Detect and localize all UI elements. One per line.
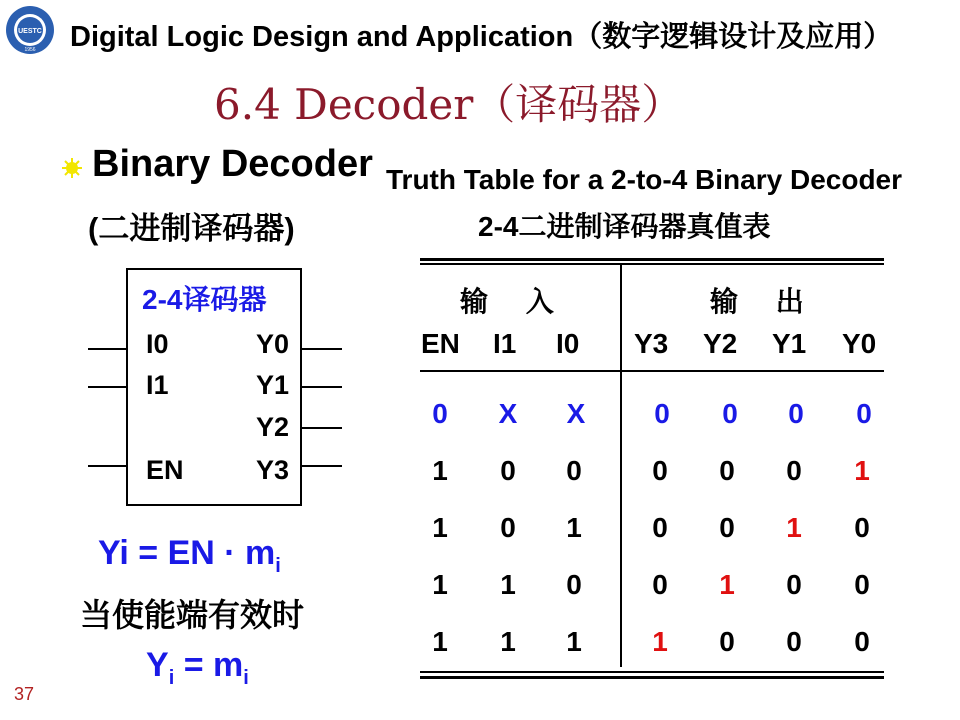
pin-y3: Y3 (256, 455, 290, 485)
table-cell: 0 (856, 398, 872, 429)
table-cell: 0 (432, 398, 448, 429)
table-cell: 1 (500, 569, 516, 600)
table-cell-active: 1 (719, 569, 735, 600)
pin-en: EN (146, 455, 184, 485)
simplified-formula-rhs-sub: i (243, 666, 249, 689)
table-cell: 0 (854, 512, 870, 543)
col-header-i0: I0 (556, 328, 580, 359)
output-wire-y2 (302, 427, 342, 429)
table-cell: 0 (719, 626, 735, 657)
table-header-rule (420, 370, 884, 372)
table-cell-active: 1 (786, 512, 802, 543)
col-header-y1: Y1 (772, 328, 807, 359)
col-header-y3: Y3 (634, 328, 669, 359)
simplified-formula-rhs: = m (174, 646, 244, 684)
table-cell: 0 (566, 569, 582, 600)
output-wire-y1 (302, 386, 342, 388)
table-cell-active: 1 (854, 455, 870, 486)
output-wire-y0 (302, 348, 342, 350)
header-title: Digital Logic Design and Application（数字逻辑设计及应用） (70, 21, 893, 53)
input-wire-en (88, 465, 126, 467)
truth-table-title: Truth Table for a 2-to-4 Binary Decoder (386, 164, 903, 195)
table-cell: 0 (652, 455, 668, 486)
table-cell: 0 (500, 455, 516, 486)
table-cell: 0 (854, 569, 870, 600)
table-cell-active: 1 (652, 626, 668, 657)
table-cell: 0 (654, 398, 670, 429)
table-cell: 1 (432, 512, 448, 543)
page-number: 37 (14, 684, 35, 704)
table-cell: 0 (786, 569, 802, 600)
table-cell: 0 (719, 512, 735, 543)
output-formula-sub: i (275, 554, 281, 577)
col-header-y0: Y0 (842, 328, 877, 359)
col-header-y2: Y2 (703, 328, 738, 359)
input-wire-i1 (88, 386, 126, 388)
col-header-i1: I1 (493, 328, 517, 359)
table-cell: 1 (500, 626, 516, 657)
sun-bullet-icon (62, 158, 82, 178)
pin-i1: I1 (146, 370, 169, 400)
logo-text: UESTC (18, 28, 42, 35)
logo-year: 1956 (24, 47, 36, 53)
section-heading: Binary Decoder (92, 143, 373, 185)
table-top-rule (420, 258, 884, 261)
simplified-formula-lhs: Y (146, 646, 169, 684)
output-formula (98, 534, 281, 578)
output-formula-base: Yi = EN · m (98, 534, 276, 572)
table-cell: 0 (500, 512, 516, 543)
table-bottom-rule-2 (420, 676, 884, 679)
table-cell: 0 (566, 455, 582, 486)
inputs-group-header: 输 入 (460, 286, 554, 317)
pin-y2: Y2 (256, 412, 290, 442)
input-wire-i0 (88, 348, 126, 350)
col-header-en: EN (421, 328, 460, 359)
table-cell: 0 (719, 455, 735, 486)
table-cell: X (498, 398, 518, 429)
decoder-label: 2-4译码器 (142, 284, 267, 315)
table-cell: 0 (786, 626, 802, 657)
table-column-divider (620, 263, 622, 667)
slide-title: 6.4 Decoder（译码器） (214, 80, 684, 129)
truth-table-subtitle: 2-4二进制译码器真值表 (478, 211, 771, 242)
output-wire-y3 (302, 465, 342, 467)
table-cell: X (566, 398, 586, 429)
pin-y1: Y1 (256, 370, 290, 400)
table-cell: 1 (566, 512, 582, 543)
table-cell: 0 (722, 398, 738, 429)
table-cell: 0 (786, 455, 802, 486)
university-logo-icon (4, 4, 56, 56)
enable-note: 当使能端有效时 (80, 597, 305, 633)
table-bottom-rule (420, 671, 884, 673)
table-cell: 1 (432, 455, 448, 486)
table-cell: 0 (652, 569, 668, 600)
outputs-group-header: 输 出 (710, 286, 804, 317)
simplified-formula (146, 646, 249, 690)
table-cell: 0 (854, 626, 870, 657)
table-cell: 0 (788, 398, 804, 429)
simplified-formula-lhs-sub: i (168, 666, 175, 689)
table-cell: 1 (566, 626, 582, 657)
table-cell: 1 (432, 626, 448, 657)
pin-i0: I0 (146, 329, 169, 359)
table-top-rule-2 (420, 263, 884, 265)
section-subheading: (二进制译码器) (88, 211, 295, 246)
pin-y0: Y0 (256, 329, 290, 359)
table-cell: 0 (652, 512, 668, 543)
table-cell: 1 (432, 569, 448, 600)
